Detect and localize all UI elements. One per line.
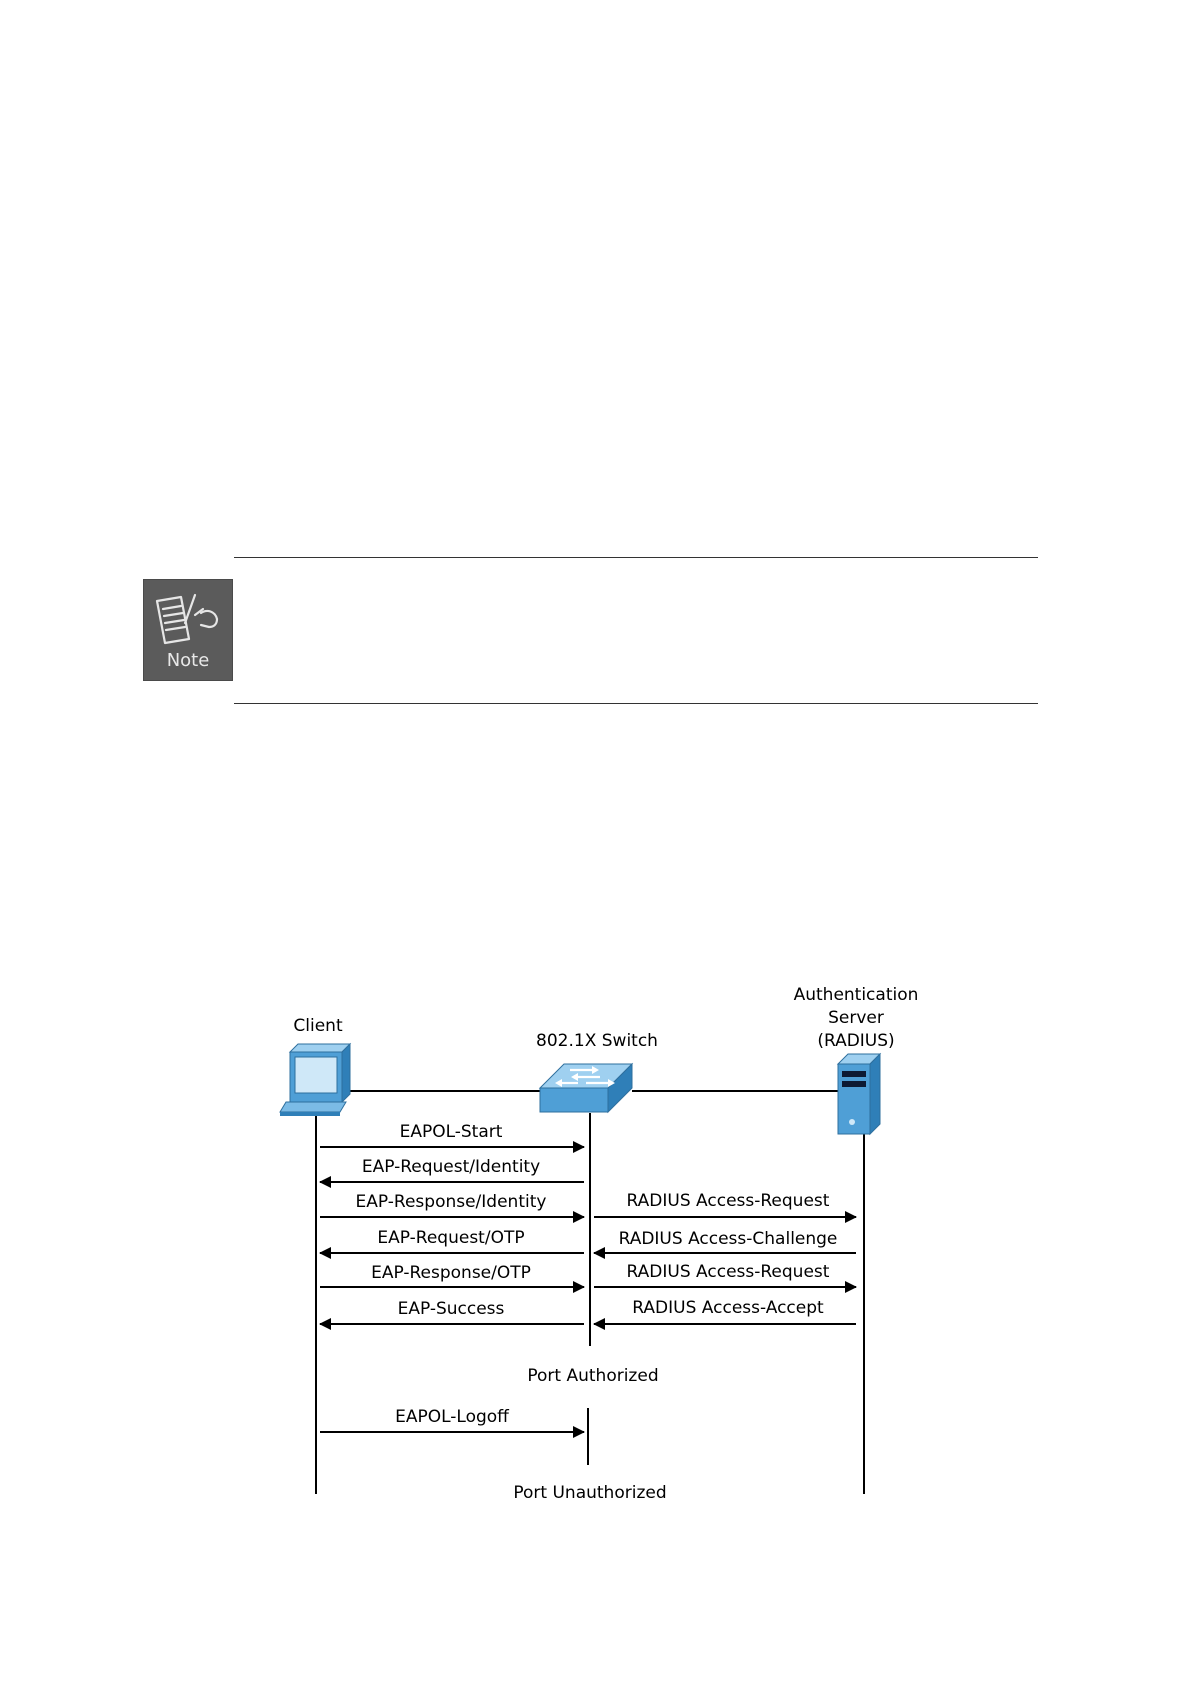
msg-eap-response-otp: EAP-Response/OTP [371,1263,531,1283]
msg-radius-access-accept: RADIUS Access-Accept [632,1298,824,1318]
msg-radius-access-request-1: RADIUS Access-Request [626,1191,830,1211]
note-label: Note [166,650,210,671]
msg-eap-request-identity: EAP-Request/Identity [361,1157,541,1177]
msg-eapol-logoff: EAPOL-Logoff [395,1407,509,1427]
state-port-authorized: Port Authorized [527,1366,659,1386]
msg-radius-access-request-2: RADIUS Access-Request [626,1262,830,1282]
state-port-unauthorized: Port Unauthorized [513,1483,667,1503]
server-icon [838,1054,880,1134]
switch-label: 802.1X Switch [536,1031,658,1051]
server-label-line3: (RADIUS) [817,1031,895,1051]
client-label: Client [293,1016,343,1036]
server-label-line2: Server [828,1008,884,1028]
client-computer-icon [280,1044,350,1116]
msg-eapol-start: EAPOL-Start [399,1122,503,1142]
server-label-line1: Authentication [793,985,919,1005]
msg-eap-response-identity: EAP-Response/Identity [355,1192,547,1212]
switch-icon [540,1064,632,1112]
msg-eap-success: EAP-Success [397,1299,505,1319]
msg-radius-access-challenge: RADIUS Access-Challenge [618,1229,838,1249]
msg-eap-request-otp: EAP-Request/OTP [377,1228,525,1248]
